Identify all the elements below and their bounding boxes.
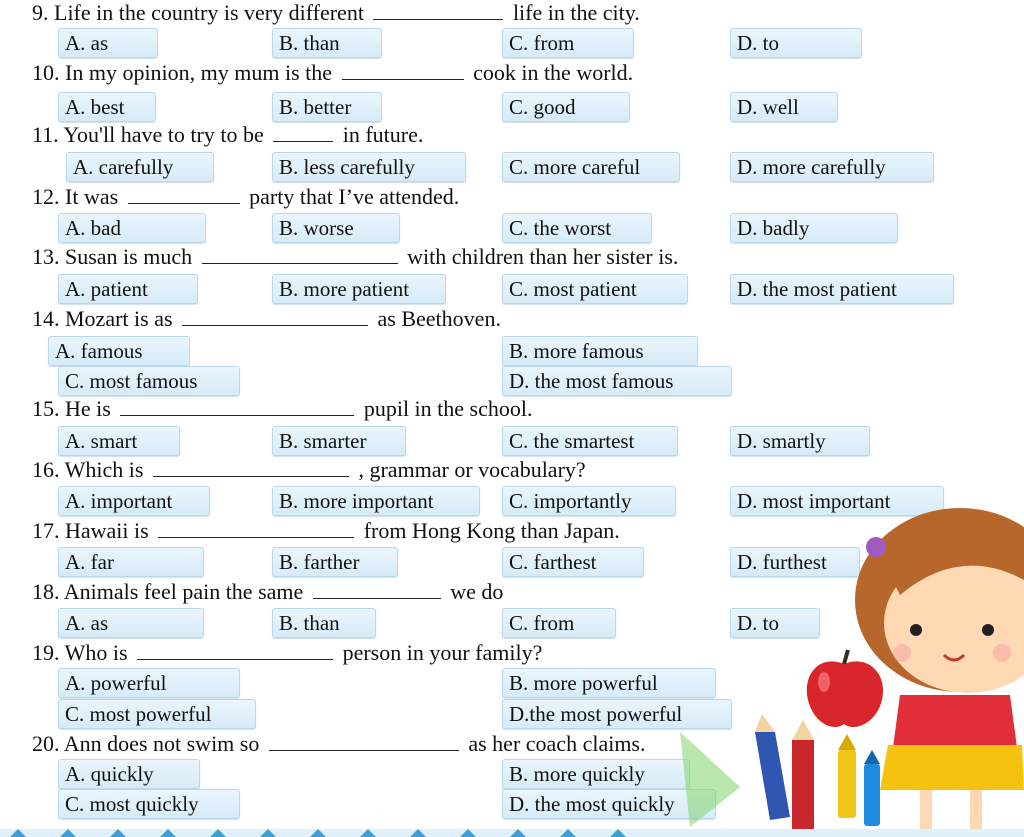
question-text-post: person in your family? <box>342 640 543 665</box>
option-d[interactable]: D. the most quickly <box>502 789 716 819</box>
option-d[interactable]: D. to <box>730 28 862 58</box>
question-number: 17. <box>32 518 60 543</box>
question-number: 10. <box>32 60 60 85</box>
option-d[interactable]: D. the most famous <box>502 366 732 396</box>
option-c[interactable]: C. from <box>502 28 634 58</box>
strip-triangle <box>460 829 476 837</box>
option-b[interactable]: B. farther <box>272 547 398 577</box>
question-19 <box>32 640 542 666</box>
answer-blank[interactable] <box>158 519 354 538</box>
question-number: 9. <box>32 0 49 25</box>
option-d[interactable]: D. well <box>730 92 838 122</box>
option-a[interactable]: A. carefully <box>66 152 214 182</box>
hair-bow <box>866 537 886 557</box>
answer-blank[interactable] <box>342 61 464 80</box>
question-number: 18. <box>32 579 60 604</box>
question-15 <box>32 396 532 422</box>
answer-blank[interactable] <box>202 245 398 264</box>
answer-blank[interactable] <box>182 307 368 326</box>
question-text-pre: Which is <box>64 457 144 482</box>
girl-eye-right <box>982 624 994 636</box>
option-a[interactable]: A. famous <box>48 336 190 366</box>
question-number: 19. <box>32 640 60 665</box>
question-text-pre: Who is <box>64 640 128 665</box>
question-14 <box>32 306 501 332</box>
option-b[interactable]: B. worse <box>272 213 400 243</box>
option-d[interactable]: D.the most powerful <box>502 699 732 729</box>
strip-triangle <box>510 829 526 837</box>
option-a[interactable]: A. smart <box>58 426 180 456</box>
option-c[interactable]: C. the smartest <box>502 426 678 456</box>
option-c[interactable]: C. most quickly <box>58 789 240 819</box>
question-text-pre: Ann does not swim so <box>63 731 260 756</box>
option-a[interactable]: A. patient <box>58 274 198 304</box>
question-number: 14. <box>32 306 60 331</box>
option-b[interactable]: B. less carefully <box>272 152 466 182</box>
option-a[interactable]: A. bad <box>58 213 206 243</box>
question-text-pre: Life in the country is very different <box>54 0 364 25</box>
answer-blank[interactable] <box>128 185 240 204</box>
answer-blank[interactable] <box>120 397 354 416</box>
option-b[interactable]: B. more quickly <box>502 759 690 789</box>
question-text-pre: Hawaii is <box>65 518 149 543</box>
blue-pencil <box>755 714 790 820</box>
option-b[interactable]: B. more famous <box>502 336 698 366</box>
question-text-post: from Hong Kong than Japan. <box>363 518 620 543</box>
question-text-post: pupil in the school. <box>363 396 533 421</box>
question-text-post: in future. <box>342 122 424 147</box>
option-c[interactable]: C. most powerful <box>58 699 256 729</box>
question-20 <box>32 731 646 757</box>
answer-blank[interactable] <box>269 732 459 751</box>
question-9 <box>32 0 640 26</box>
option-c[interactable]: C. good <box>502 92 630 122</box>
strip-triangle <box>410 829 426 837</box>
red-pencil <box>792 720 814 830</box>
option-b[interactable]: B. more powerful <box>502 668 716 698</box>
answer-blank[interactable] <box>153 458 349 477</box>
strip-triangle <box>360 829 376 837</box>
option-d[interactable]: D. to <box>730 608 820 638</box>
strip-triangle <box>110 829 126 837</box>
option-b[interactable]: B. than <box>272 28 382 58</box>
option-c[interactable]: C. more careful <box>502 152 680 182</box>
answer-blank[interactable] <box>137 641 333 660</box>
option-c[interactable]: C. from <box>502 608 616 638</box>
option-d[interactable]: D. furthest <box>730 547 860 577</box>
question-text-post: , grammar or vocabulary? <box>358 457 586 482</box>
question-text-pre: Susan is much <box>65 244 193 269</box>
question-text-pre: Mozart is as <box>65 306 173 331</box>
option-b[interactable]: B. better <box>272 92 382 122</box>
option-b[interactable]: B. more patient <box>272 274 446 304</box>
option-d[interactable]: D. badly <box>730 213 898 243</box>
question-number: 15. <box>32 396 60 421</box>
question-number: 12. <box>32 184 60 209</box>
answer-blank[interactable] <box>373 1 503 20</box>
option-a[interactable]: A. best <box>58 92 156 122</box>
option-c[interactable]: C. the worst <box>502 213 652 243</box>
question-text-pre: He is <box>65 396 111 421</box>
option-d[interactable]: D. smartly <box>730 426 870 456</box>
option-d[interactable]: D. the most patient <box>730 274 954 304</box>
option-a[interactable]: A. far <box>58 547 204 577</box>
strip-triangle <box>260 829 276 837</box>
question-text-pre: You'll have to try to be <box>63 122 264 147</box>
question-text-post: cook in the world. <box>473 60 634 85</box>
question-text-post: as her coach claims. <box>468 731 646 756</box>
question-number: 11. <box>32 122 59 147</box>
question-text-post: with children than her sister is. <box>407 244 679 269</box>
option-d[interactable]: D. most important <box>730 486 944 516</box>
option-c[interactable]: C. importantly <box>502 486 676 516</box>
strip-triangle <box>560 829 576 837</box>
question-text-pre: In my opinion, my mum is the <box>65 60 333 85</box>
apple-icon <box>800 648 888 732</box>
ruler-triangle <box>680 732 740 827</box>
question-12 <box>32 184 459 210</box>
question-text-post: we do <box>450 579 504 604</box>
question-number: 20. <box>32 731 60 756</box>
strip-triangle <box>310 829 326 837</box>
question-13 <box>32 244 678 270</box>
question-16 <box>32 457 586 483</box>
answer-blank[interactable] <box>273 123 333 142</box>
option-a[interactable]: A. quickly <box>58 759 200 789</box>
option-c[interactable]: C. farthest <box>502 547 644 577</box>
strip-triangle <box>10 829 26 837</box>
option-a[interactable]: A. powerful <box>58 668 240 698</box>
question-10 <box>32 60 633 86</box>
question-text-post: as Beethoven. <box>377 306 501 331</box>
question-number: 13. <box>32 244 60 269</box>
question-text-pre: Animals feel pain the same <box>63 579 304 604</box>
strip-triangle <box>210 829 226 837</box>
option-b[interactable]: B. more important <box>272 486 480 516</box>
strip-triangle <box>60 829 76 837</box>
answer-blank[interactable] <box>313 580 441 599</box>
option-a[interactable]: A. as <box>58 608 204 638</box>
question-text-pre: It was <box>65 184 119 209</box>
option-b[interactable]: B. than <box>272 608 376 638</box>
girl-eye-left <box>910 624 922 636</box>
question-17 <box>32 518 620 544</box>
girl-skirt <box>880 745 1024 790</box>
question-18 <box>32 579 503 605</box>
strip-triangle <box>610 829 626 837</box>
option-c[interactable]: C. most famous <box>58 366 240 396</box>
question-11 <box>32 122 423 148</box>
question-number: 16. <box>32 457 60 482</box>
option-d[interactable]: D. more carefully <box>730 152 934 182</box>
strip-triangle <box>160 829 176 837</box>
question-text-post: party that I’ve attended. <box>249 184 460 209</box>
question-text-post: life in the city. <box>512 0 640 25</box>
option-a[interactable]: A. important <box>58 486 210 516</box>
option-a[interactable]: A. as <box>58 28 158 58</box>
option-b[interactable]: B. smarter <box>272 426 406 456</box>
option-c[interactable]: C. most patient <box>502 274 688 304</box>
